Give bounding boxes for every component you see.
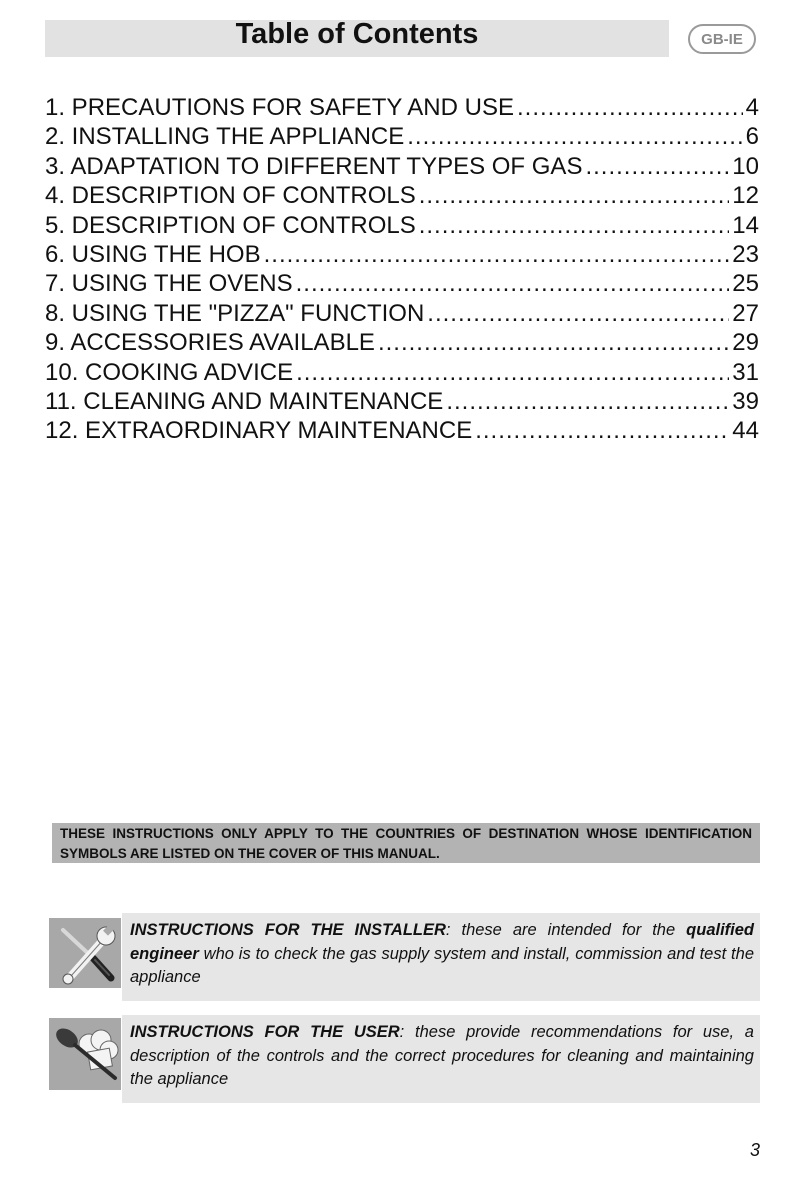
installer-text-after: who is to check the gas supply system and install, commission and test the appliance [130, 944, 754, 986]
toc-entry[interactable] [45, 416, 759, 445]
toc-entry[interactable] [45, 269, 759, 298]
page-number: 3 [749, 1140, 760, 1160]
toc-leader-dots [264, 240, 730, 269]
toc-entry-label: 3. ADAPTATION TO DIFFERENT TYPES OF GAS [45, 152, 583, 180]
user-text: : these provide recommendations for use, a description of the controls and the correct procedures for cleaning and maintaining the appliance [130, 1023, 754, 1088]
title-bar [45, 20, 669, 57]
language-badge: GB-IE [688, 24, 756, 54]
toc-entry[interactable] [45, 93, 759, 122]
user-cooking-icon [49, 1018, 121, 1090]
destination-notice: THESE INSTRUCTIONS ONLY APPLY TO THE COUNTRIES OF DESTINATION WHOSE IDENTIFICATION SYMBOLS ARE LISTED ON THE COVER OF THIS MANUAL. [52, 823, 760, 863]
toc-leader-dots [475, 416, 729, 445]
installer-tools-icon [49, 918, 121, 988]
toc-entry-page: 27 [732, 299, 759, 327]
toc-entry-page: 31 [732, 358, 759, 386]
page-title: Table of Contents [235, 18, 479, 50]
toc-entry[interactable] [45, 358, 759, 387]
toc-entry-page: 14 [732, 211, 759, 239]
installer-text-before: : these are intended for the [445, 921, 687, 939]
toc-entry-label: 4. DESCRIPTION OF CONTROLS [45, 182, 416, 210]
toc-leader-dots [585, 152, 729, 181]
toc-entry-page: 25 [732, 270, 759, 298]
toc-entry[interactable] [45, 299, 759, 328]
wrench-screwdriver-icon [49, 918, 121, 988]
user-instructions [122, 1015, 760, 1103]
toc-entry-label: 12. EXTRAORDINARY MAINTENANCE [45, 417, 473, 445]
toc-entry[interactable] [45, 181, 759, 210]
table-of-contents [45, 93, 759, 446]
toc-entry-page: 39 [732, 387, 759, 415]
toc-entry-label: 6. USING THE HOB [45, 240, 261, 268]
toc-entry[interactable] [45, 122, 759, 151]
toc-leader-dots [407, 122, 742, 151]
toc-entry-label: 5. DESCRIPTION OF CONTROLS [45, 211, 416, 239]
toc-entry-label: 9. ACCESSORIES AVAILABLE [45, 329, 375, 357]
toc-entry-label: 10. COOKING ADVICE [45, 358, 294, 386]
user-heading: INSTRUCTIONS FOR THE USER [130, 1023, 400, 1041]
toc-entry-page: 29 [732, 329, 759, 357]
toc-entry-page: 23 [732, 240, 759, 268]
toc-entry-page: 12 [732, 182, 759, 210]
toc-entry-label: 2. INSTALLING THE APPLIANCE [45, 123, 405, 151]
toc-leader-dots [517, 93, 743, 122]
toc-entry-page: 44 [732, 417, 759, 445]
spoon-chef-hat-icon [49, 1018, 121, 1090]
toc-entry-label: 11. CLEANING AND MAINTENANCE [45, 387, 444, 415]
toc-entry[interactable] [45, 387, 759, 416]
toc-leader-dots [419, 211, 730, 240]
toc-entry[interactable] [45, 152, 759, 181]
toc-entry[interactable] [45, 211, 759, 240]
toc-entry-label: 8. USING THE "PIZZA" FUNCTION [45, 299, 425, 327]
toc-entry[interactable] [45, 240, 759, 269]
toc-leader-dots [427, 299, 729, 328]
toc-leader-dots [296, 269, 730, 298]
toc-entry-page: 4 [745, 94, 759, 121]
toc-entry-page: 10 [732, 152, 759, 180]
toc-entry-label: 7. USING THE OVENS [45, 270, 293, 298]
installer-instructions [122, 913, 760, 1001]
installer-heading: INSTRUCTIONS FOR THE INSTALLER [130, 921, 446, 939]
toc-leader-dots [296, 358, 729, 387]
toc-leader-dots [378, 328, 729, 357]
toc-entry[interactable] [45, 328, 759, 357]
toc-entry-label: 1. PRECAUTIONS FOR SAFETY AND USE [45, 94, 514, 121]
toc-leader-dots [419, 181, 730, 210]
installer-emphasis: qualified engineer [130, 921, 754, 963]
toc-entry-page: 6 [745, 123, 759, 151]
toc-leader-dots [446, 387, 729, 416]
